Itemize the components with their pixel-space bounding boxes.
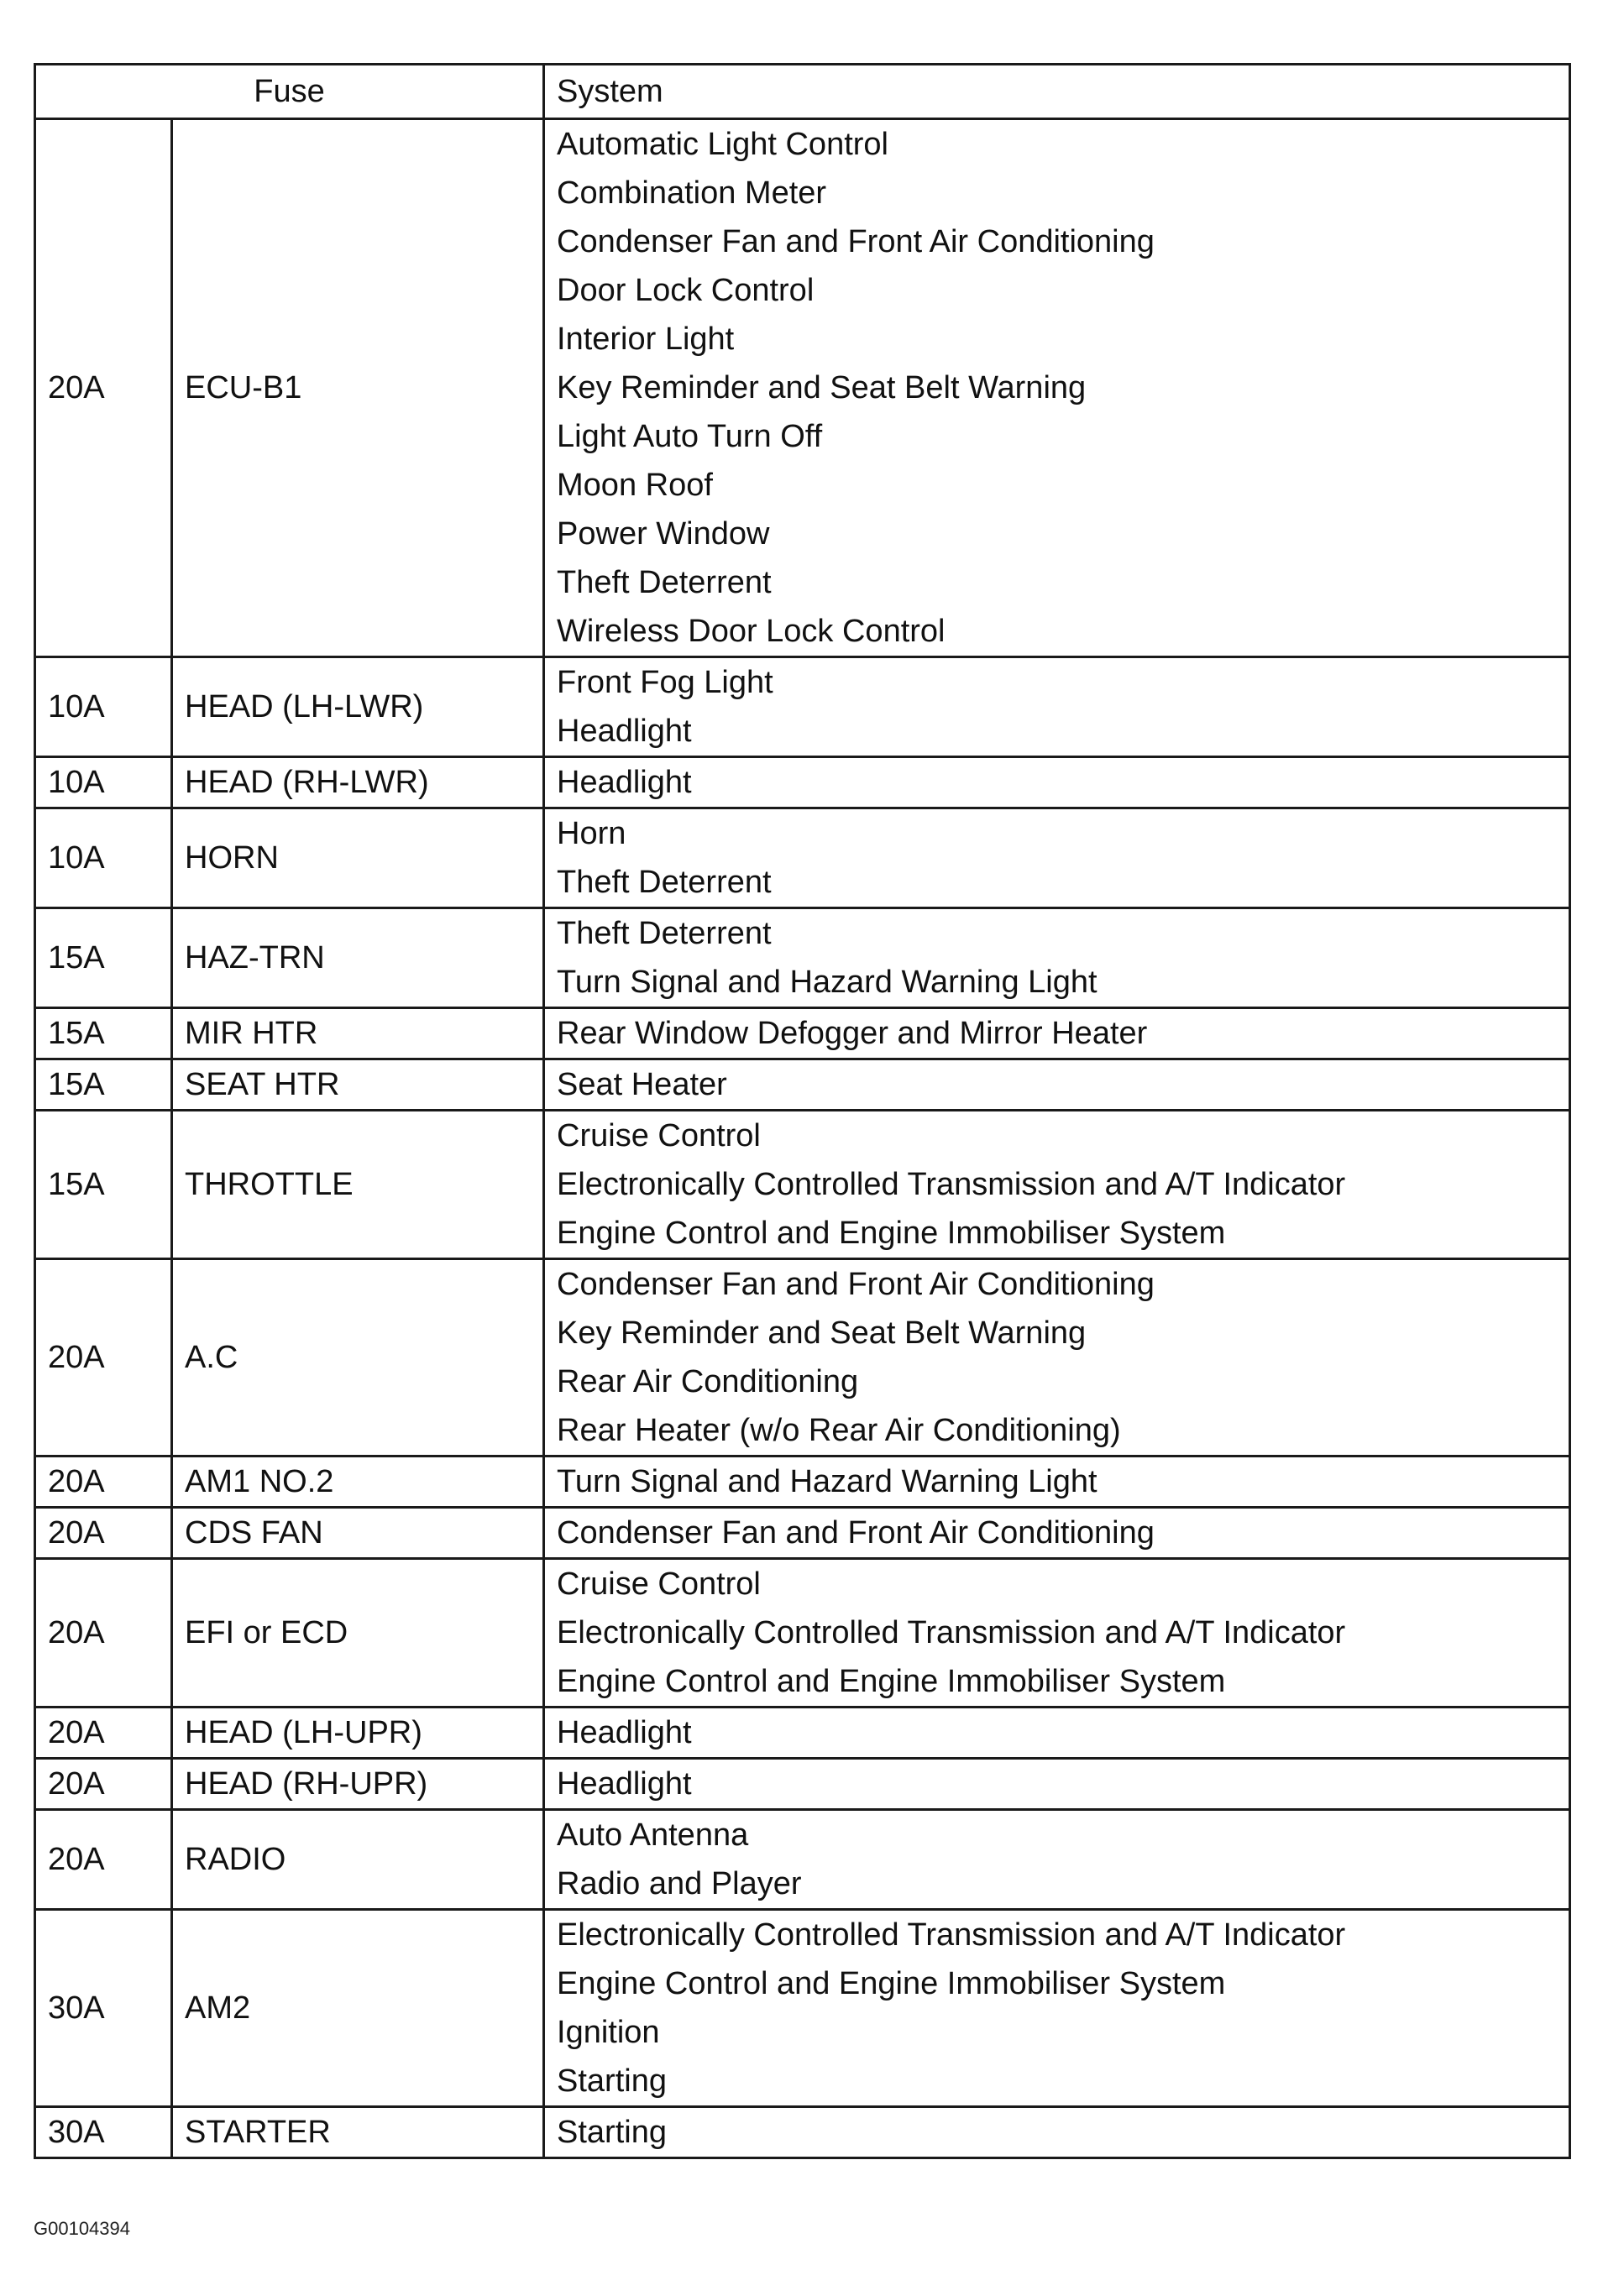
system-item: Horn [557, 816, 626, 851]
system-list [544, 908, 1570, 1008]
document-id: G00104394 [34, 2218, 130, 2239]
fuse-amperage: 20A [35, 1708, 172, 1759]
system-item: Electronically Controlled Transmission and A/T Indicator [557, 1917, 1346, 1953]
fuse-name: STARTER [172, 2107, 544, 2158]
system-item: Interior Light [557, 322, 735, 357]
table-row [35, 1457, 1570, 1508]
system-item: Automatic Light Control [557, 127, 888, 162]
system-item: Wireless Door Lock Control [557, 614, 946, 649]
system-item: Cruise Control [557, 1566, 761, 1602]
system-list [544, 1910, 1570, 2107]
system-item: Seat Heater [557, 1067, 727, 1102]
fuse-name: CDS FAN [172, 1508, 544, 1559]
system-item: Cruise Control [557, 1118, 761, 1153]
fuse-amperage: 15A [35, 1008, 172, 1059]
system-item: Engine Control and Engine Immobiliser System [557, 1216, 1226, 1251]
system-item: Front Fog Light [557, 665, 773, 700]
fuse-name: MIR HTR [172, 1008, 544, 1059]
fuse-amperage: 30A [35, 1910, 172, 2107]
fuse-name: HEAD (RH-UPR) [172, 1759, 544, 1810]
table-row [35, 808, 1570, 908]
system-list [544, 2107, 1570, 2158]
fuse-amperage: 20A [35, 119, 172, 657]
system-item: Starting [557, 2063, 667, 2099]
fuse-amperage: 20A [35, 1259, 172, 1457]
table-row [35, 1759, 1570, 1810]
system-item: Condenser Fan and Front Air Conditioning [557, 1515, 1155, 1551]
system-item: Rear Window Defogger and Mirror Heater [557, 1016, 1148, 1051]
fuse-amperage: 10A [35, 808, 172, 908]
system-item: Starting [557, 2115, 667, 2150]
system-list [544, 1759, 1570, 1810]
system-list [544, 1111, 1570, 1259]
system-item: Power Window [557, 516, 770, 552]
system-item: Rear Air Conditioning [557, 1364, 859, 1399]
system-item: Key Reminder and Seat Belt Warning [557, 370, 1087, 405]
system-list [544, 1259, 1570, 1457]
fuse-amperage: 20A [35, 1508, 172, 1559]
fuse-amperage: 30A [35, 2107, 172, 2158]
system-item: Engine Control and Engine Immobiliser System [557, 1966, 1226, 2001]
table-row [35, 1059, 1570, 1111]
fuse-name: ECU-B1 [172, 119, 544, 657]
fuse-name: EFI or ECD [172, 1559, 544, 1708]
system-item: Combination Meter [557, 175, 827, 211]
system-list [544, 1457, 1570, 1508]
system-list [544, 808, 1570, 908]
fuse-table [34, 63, 1571, 2159]
system-list [544, 657, 1570, 757]
system-header: System [544, 65, 1570, 119]
fuse-amperage: 15A [35, 908, 172, 1008]
table-row [35, 1008, 1570, 1059]
system-item: Moon Roof [557, 468, 713, 503]
table-row [35, 1259, 1570, 1457]
fuse-amperage: 15A [35, 1059, 172, 1111]
system-list [544, 119, 1570, 657]
fuse-amperage: 10A [35, 757, 172, 808]
system-list [544, 1508, 1570, 1559]
table-row [35, 1910, 1570, 2107]
fuse-name: RADIO [172, 1810, 544, 1910]
fuse-name: HEAD (RH-LWR) [172, 757, 544, 808]
fuse-name: HAZ-TRN [172, 908, 544, 1008]
table-row [35, 757, 1570, 808]
fuse-amperage: 20A [35, 1559, 172, 1708]
system-item: Turn Signal and Hazard Warning Light [557, 965, 1097, 1000]
fuse-name: AM1 NO.2 [172, 1457, 544, 1508]
fuse-header: Fuse [35, 65, 544, 119]
system-item: Condenser Fan and Front Air Conditioning [557, 1267, 1155, 1302]
fuse-name: HORN [172, 808, 544, 908]
fuse-amperage: 20A [35, 1810, 172, 1910]
system-item: Auto Antenna [557, 1817, 749, 1853]
system-item: Headlight [557, 1766, 692, 1802]
fuse-name: SEAT HTR [172, 1059, 544, 1111]
system-item: Key Reminder and Seat Belt Warning [557, 1315, 1087, 1351]
table-row [35, 1559, 1570, 1708]
fuse-name: A.C [172, 1259, 544, 1457]
system-list [544, 1708, 1570, 1759]
table-row [35, 1111, 1570, 1259]
fuse-name: THROTTLE [172, 1111, 544, 1259]
system-item: Condenser Fan and Front Air Conditioning [557, 224, 1155, 259]
fuse-table-body [35, 119, 1570, 2158]
system-item: Headlight [557, 714, 692, 749]
system-list [544, 1008, 1570, 1059]
system-list [544, 1059, 1570, 1111]
system-list [544, 1559, 1570, 1708]
system-item: Headlight [557, 1715, 692, 1750]
header-row [35, 65, 1570, 119]
system-list [544, 757, 1570, 808]
system-item: Door Lock Control [557, 273, 815, 308]
fuse-amperage: 10A [35, 657, 172, 757]
fuse-amperage: 15A [35, 1111, 172, 1259]
system-item: Turn Signal and Hazard Warning Light [557, 1464, 1097, 1499]
system-item: Theft Deterrent [557, 565, 772, 600]
table-row [35, 1508, 1570, 1559]
system-item: Theft Deterrent [557, 865, 772, 900]
fuse-name: AM2 [172, 1910, 544, 2107]
table-row [35, 908, 1570, 1008]
fuse-name: HEAD (LH-UPR) [172, 1708, 544, 1759]
fuse-amperage: 20A [35, 1759, 172, 1810]
table-row [35, 2107, 1570, 2158]
system-item: Light Auto Turn Off [557, 419, 823, 454]
fuse-amperage: 20A [35, 1457, 172, 1508]
system-item: Engine Control and Engine Immobiliser System [557, 1664, 1226, 1699]
system-item: Headlight [557, 765, 692, 800]
system-item: Ignition [557, 2015, 660, 2050]
system-item: Electronically Controlled Transmission and A/T Indicator [557, 1167, 1346, 1202]
table-row [35, 1708, 1570, 1759]
table-row [35, 1810, 1570, 1910]
fuse-name: HEAD (LH-LWR) [172, 657, 544, 757]
system-list [544, 1810, 1570, 1910]
system-item: Radio and Player [557, 1866, 802, 1901]
system-item: Theft Deterrent [557, 916, 772, 951]
table-row [35, 657, 1570, 757]
system-item: Electronically Controlled Transmission and A/T Indicator [557, 1615, 1346, 1650]
system-item: Rear Heater (w/o Rear Air Conditioning) [557, 1413, 1121, 1448]
table-row [35, 119, 1570, 657]
